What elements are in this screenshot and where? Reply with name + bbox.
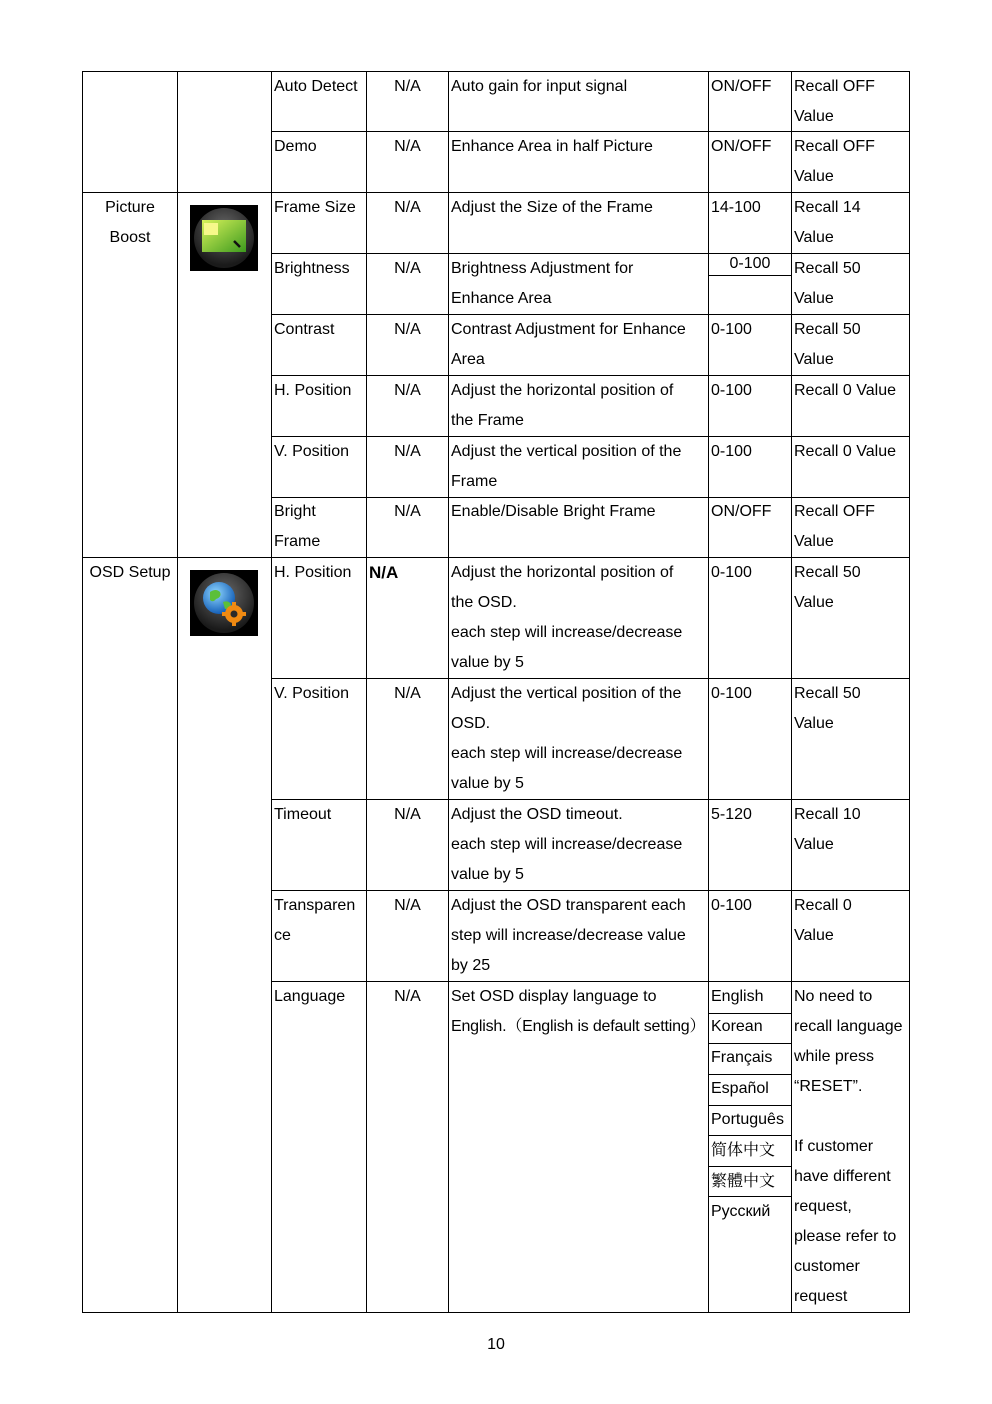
language-option-english: English [711, 988, 764, 1005]
na-frame-size: N/A [394, 199, 421, 216]
item-v-position-frame: V. Position [274, 443, 350, 460]
range-contrast: 0-100 [711, 321, 752, 338]
recall-timeout: Recall 10 Value [794, 806, 861, 853]
desc-contrast: Contrast Adjustment for Enhance Area [451, 321, 686, 368]
desc-timeout: Adjust the OSD timeout. each step will increase/decrease value by 5 [451, 806, 683, 883]
item-bright-frame: Bright Frame [274, 503, 321, 550]
recall-h-position-osd: Recall 50 Value [794, 564, 861, 611]
na-h-position-osd: N/A [369, 563, 399, 582]
desc-bright-frame: Enable/Disable Bright Frame [451, 503, 656, 520]
range-frame-size: 14-100 [711, 199, 761, 216]
na-demo: N/A [394, 138, 421, 155]
osd-setup-icon [190, 570, 258, 636]
language-option-french: Français [711, 1049, 773, 1066]
item-brightness: Brightness [274, 260, 350, 277]
group-label-osd-setup: OSD Setup [89, 564, 171, 581]
language-option-russian: Русский [711, 1203, 771, 1220]
desc-transparence: Adjust the OSD transparent each step will increase/decrease value by 25 [451, 897, 686, 974]
range-timeout: 5-120 [711, 806, 752, 823]
range-brightness: 0-100 [729, 255, 771, 272]
range-h-position-frame: 0-100 [711, 382, 752, 399]
item-auto-detect: Auto Detect [274, 78, 358, 95]
na-language: N/A [394, 988, 421, 1005]
item-h-position-osd: H. Position [274, 564, 352, 581]
range-h-position-osd: 0-100 [711, 564, 752, 581]
range-v-position-frame: 0-100 [711, 443, 752, 460]
range-bright-frame: ON/OFF [711, 503, 772, 520]
recall-demo: Recall OFF Value [794, 138, 875, 185]
group-label-picture-boost: Picture Boost [105, 199, 155, 246]
desc-h-position-frame: Adjust the horizontal position of the Frame [451, 382, 674, 429]
language-option-portuguese: Português [711, 1111, 784, 1128]
recall-brightness: Recall 50 Value [794, 260, 861, 307]
recall-frame-size: Recall 14 Value [794, 199, 861, 246]
recall-bright-frame: Recall OFF Value [794, 503, 875, 550]
item-timeout: Timeout [274, 806, 332, 823]
na-contrast: N/A [394, 321, 421, 338]
picture-boost-icon [190, 205, 258, 271]
item-v-position-osd: V. Position [274, 685, 350, 702]
desc-v-position-osd: Adjust the vertical position of the OSD. each step will increase/decrease value by 5 [451, 685, 683, 792]
desc-brightness: Brightness Adjustment for Enhance Area [451, 260, 634, 307]
desc-demo: Enhance Area in half Picture [451, 138, 653, 155]
recall-v-position-frame: Recall 0 Value [794, 443, 896, 460]
desc-frame-size: Adjust the Size of the Frame [451, 199, 653, 216]
na-auto-detect: N/A [394, 78, 421, 95]
item-frame-size: Frame Size [274, 199, 356, 216]
na-brightness: N/A [394, 260, 421, 277]
language-option-korean: Korean [711, 1018, 763, 1035]
na-v-position-frame: N/A [394, 443, 421, 460]
desc-auto-detect: Auto gain for input signal [451, 78, 628, 95]
range-demo: ON/OFF [711, 138, 772, 155]
recall-contrast: Recall 50 Value [794, 321, 861, 368]
page-number: 10 [487, 1336, 505, 1353]
item-h-position-frame: H. Position [274, 382, 352, 399]
recall-v-position-osd: Recall 50 Value [794, 685, 861, 732]
na-h-position-frame: N/A [394, 382, 421, 399]
range-transparence: 0-100 [711, 897, 752, 914]
desc-language: Set OSD display language to English.（English is default setting） [451, 988, 706, 1035]
range-v-position-osd: 0-100 [711, 685, 752, 702]
recall-auto-detect: Recall OFF Value [794, 78, 875, 125]
recall-transparence: Recall 0 Value [794, 897, 852, 944]
desc-h-position-osd: Adjust the horizontal position of the OSD. each step will increase/decrease value by 5 [451, 564, 683, 671]
item-contrast: Contrast [274, 321, 335, 338]
na-transparence: N/A [394, 897, 421, 914]
item-demo: Demo [274, 138, 317, 155]
na-timeout: N/A [394, 806, 421, 823]
range-auto-detect: ON/OFF [711, 78, 772, 95]
recall-language: No need to recall language while press “RESET”. If customer have different request, please refer to customer request [794, 988, 903, 1305]
item-transparence: Transparen ce [274, 897, 356, 944]
language-option-traditional-chinese: 繁體中文 [711, 1171, 776, 1190]
na-v-position-osd: N/A [394, 685, 421, 702]
na-bright-frame: N/A [394, 503, 421, 520]
desc-v-position-frame: Adjust the vertical position of the Frame [451, 443, 682, 490]
item-language: Language [274, 988, 346, 1005]
language-option-simplified-chinese: 简体中文 [711, 1140, 776, 1159]
recall-h-position-frame: Recall 0 Value [794, 382, 896, 399]
language-option-spanish: Español [711, 1080, 769, 1097]
